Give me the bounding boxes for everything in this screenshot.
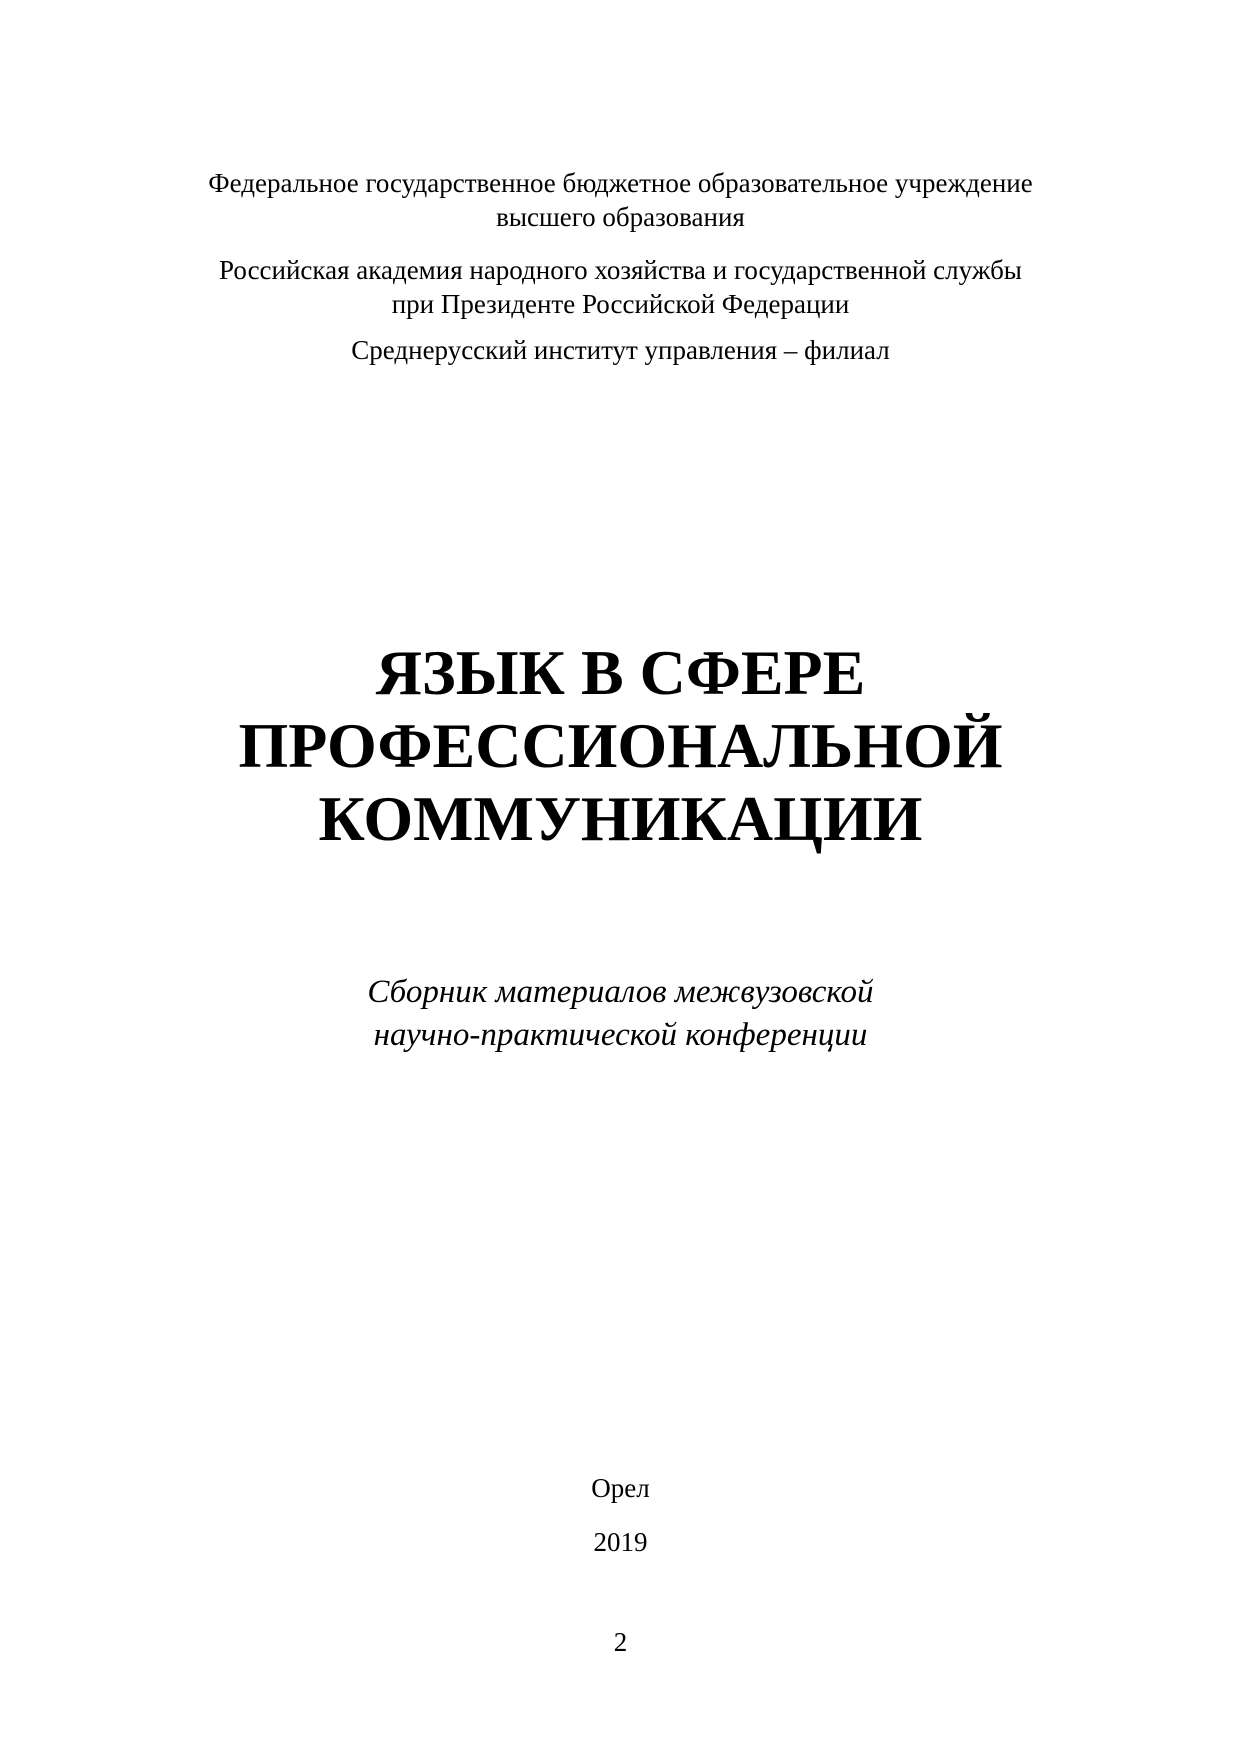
branch-name: Среднерусский институт управления – филиал <box>351 335 890 365</box>
title-line-2: ПРОФЕССИОНАЛЬНОЙ <box>238 710 1003 781</box>
institution-type-line-2: высшего образования <box>496 202 745 232</box>
subtitle-line-1: Сборник материалов межвузовской <box>367 974 874 1010</box>
academy-name-line-1: Российская академия народного хозяйства и государственной службы <box>219 255 1022 285</box>
title-line-1: ЯЗЫК В СФЕРЕ <box>375 637 866 708</box>
institution-type-line-1: Федеральное государственное бюджетное образовательное учреждение <box>208 168 1033 198</box>
title-line-3: КОММУНИКАЦИИ <box>318 783 923 854</box>
academy-name-line-2: при Президенте Российской Федерации <box>391 289 850 319</box>
page-number: 2 <box>613 1627 628 1657</box>
publication-year: 2019 <box>593 1527 648 1557</box>
subtitle-line-2: научно-практической конференции <box>373 1017 868 1053</box>
publication-city: Орел <box>591 1473 650 1503</box>
